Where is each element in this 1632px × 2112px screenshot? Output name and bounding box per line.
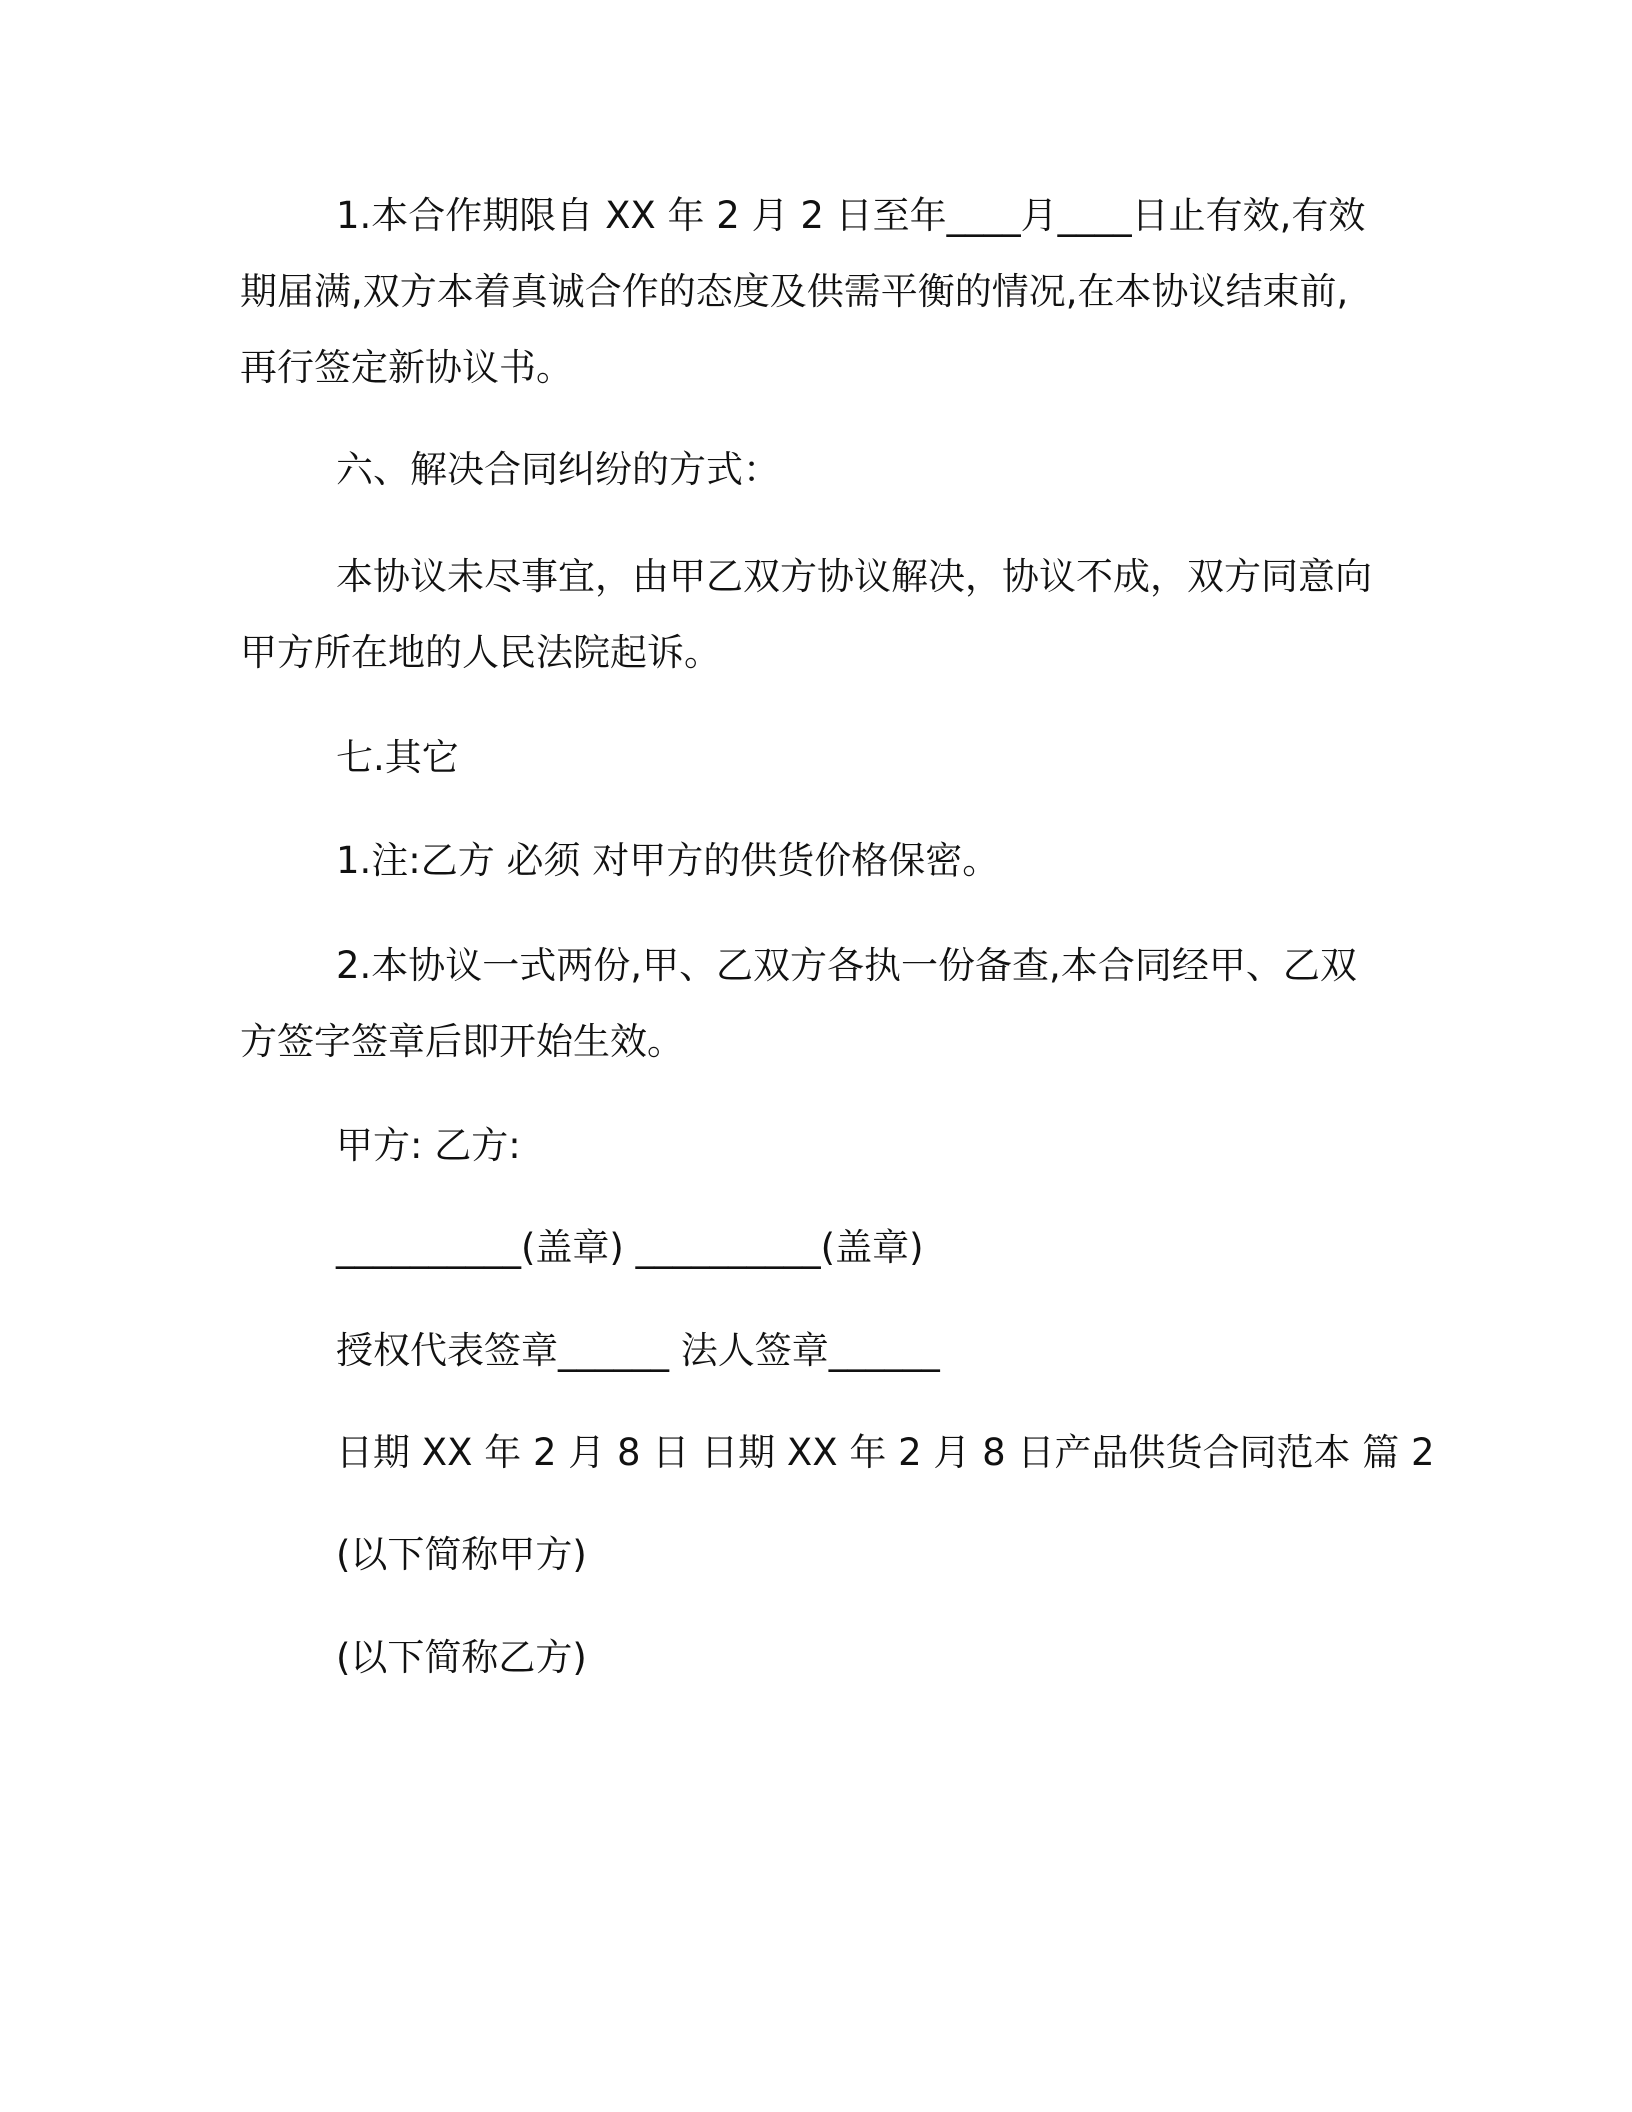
section-6-heading: 六、解决合同纠纷的方式：: [336, 448, 780, 491]
party-a-line: (以下简称甲方): [336, 1533, 587, 1576]
dispute-paragraph: 本协议未尽事宜，由甲乙双方协议解决，协议不成，双方同意向甲方所在地的人民法院起诉。: [240, 555, 1372, 674]
note-1-paragraph: 1.注:乙方 必须 对甲方的供货价格保密。: [336, 839, 1000, 882]
seals-line: __________(盖章) __________(盖章): [336, 1226, 924, 1269]
signatures-line: 授权代表签章______ 法人签章______: [336, 1329, 940, 1372]
parties-line: 甲方: 乙方:: [336, 1124, 521, 1167]
note-2-paragraph: 2.本协议一式两份,甲、乙双方各执一份备查,本合同经甲、乙双方签字签章后即开始生效。: [240, 944, 1357, 1063]
section-7-heading: 七.其它: [336, 736, 459, 779]
dates-line: 日期 XX 年 2 月 8 日 日期 XX 年 2 月 8 日产品供货合同范本 篇 2: [336, 1431, 1435, 1474]
term-paragraph: 1.本合作期限自 XX 年 2 月 2 日至年____月____日止有效,有效期届满,双方本着真诚合作的态度及供需平衡的情况,在本协议结束前,再行签定新协议书。: [240, 194, 1366, 389]
party-b-line: (以下简称乙方): [336, 1636, 587, 1679]
